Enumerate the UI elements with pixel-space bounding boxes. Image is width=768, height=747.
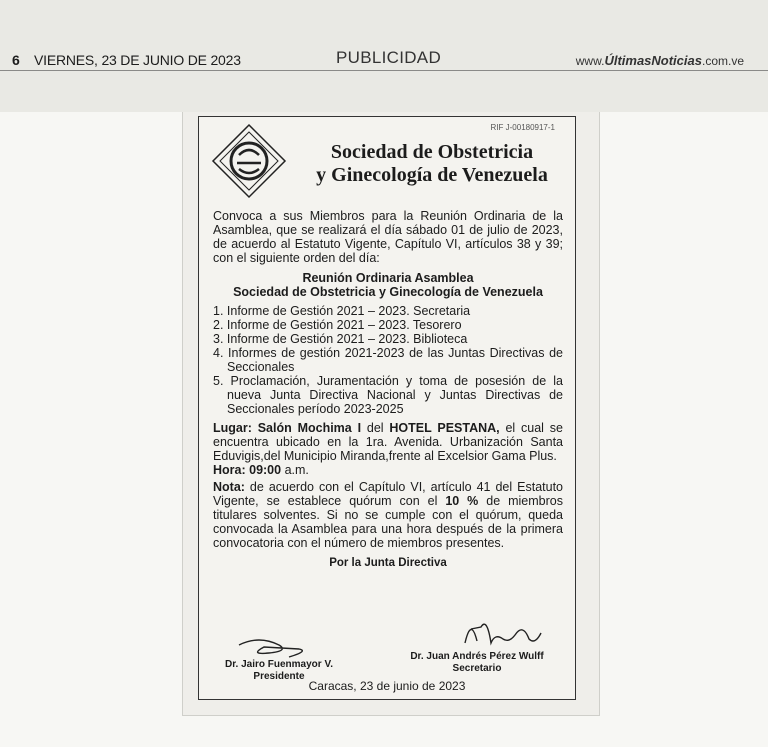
secretary-signature-icon — [457, 613, 547, 653]
agenda-item: 4. Informes de gestión 2021-2023 de las Juntas Directivas de Seccionales — [213, 346, 563, 374]
agenda-item: 2. Informe de Gestión 2021 – 2023. Tesorero — [213, 318, 462, 332]
site-url: www.ÚltimasNoticias.com.ve — [575, 53, 744, 68]
agenda-list — [213, 304, 563, 416]
society-title — [299, 141, 565, 187]
header-rule — [0, 70, 768, 71]
signing-body-label: Por la Junta Directiva — [329, 557, 447, 569]
agenda-item: 1. Informe de Gestión 2021 – 2023. Secretaria — [213, 304, 471, 318]
agenda-item: 5. Proclamación, Juramentación y toma de posesión de la nueva Junta Directiva Nacional y Juntas Directivas de Seccionales período 2023-2025 — [213, 374, 563, 416]
agenda-item: 3. Informe de Gestión 2021 – 2023. Biblioteca — [213, 332, 468, 346]
closing-place-date: Caracas, 23 de junio de 2023 — [308, 679, 466, 693]
secretary-role: Secretario — [452, 663, 502, 674]
secretary-name: Dr. Juan Andrés Pérez Wulff — [410, 651, 544, 662]
venue-paragraph: Lugar: Salón Mochima I del HOTEL PESTANA, el cual se encuentra ubicado en la 1ra. Avenida. Urbanización Santa Eduvigis,del Municipio Miranda,frente al Excelsior Gama Plus. — [213, 421, 563, 463]
note-paragraph: Nota: de acuerdo con el Capítulo VI, artículo 41 del Estatuto Vigente, se establece quórum con el 10 % de miembros titulares solventes. Si no se cumple con el quórum, queda convocada la Asamblea para una hora después de la primera convocatoria con el número de miembros presentes. — [213, 480, 563, 550]
issue-date: VIERNES, 23 DE JUNIO DE 2023 — [34, 52, 241, 68]
intro-paragraph: Convoca a sus Miembros para la Reunión Ordinaria de la Asamblea, que se realizará el día sábado 01 de julio de 2023, de acuerdo al Estatuto Vigente, Capítulo VI, artículos 38 y 39; con el siguiente orden del día: — [213, 209, 563, 265]
society-heading: Sociedad de Obstetricia y Ginecología de Venezuela — [233, 285, 543, 299]
signatures-area — [209, 627, 565, 682]
society-logo-icon — [211, 123, 287, 199]
rif-number: RIF J-00180917-1 — [490, 123, 555, 132]
president-role: Presidente — [253, 671, 305, 682]
title-line-1: Sociedad de Obstetricia — [330, 141, 534, 163]
president-signature-icon — [229, 631, 319, 661]
meeting-heading: Reunión Ordinaria Asamblea — [302, 271, 474, 285]
title-line-2: y Ginecología de Venezuela — [316, 164, 548, 186]
page-number: 6 — [12, 52, 20, 68]
section-title: PUBLICIDAD — [336, 48, 442, 67]
advertisement-box — [198, 116, 576, 700]
president-name: Dr. Jairo Fuenmayor V. — [224, 659, 333, 670]
notice-body — [213, 209, 563, 570]
secretary-signature-block — [389, 651, 565, 675]
time-line: Hora: 09:00 a.m. — [213, 463, 309, 477]
